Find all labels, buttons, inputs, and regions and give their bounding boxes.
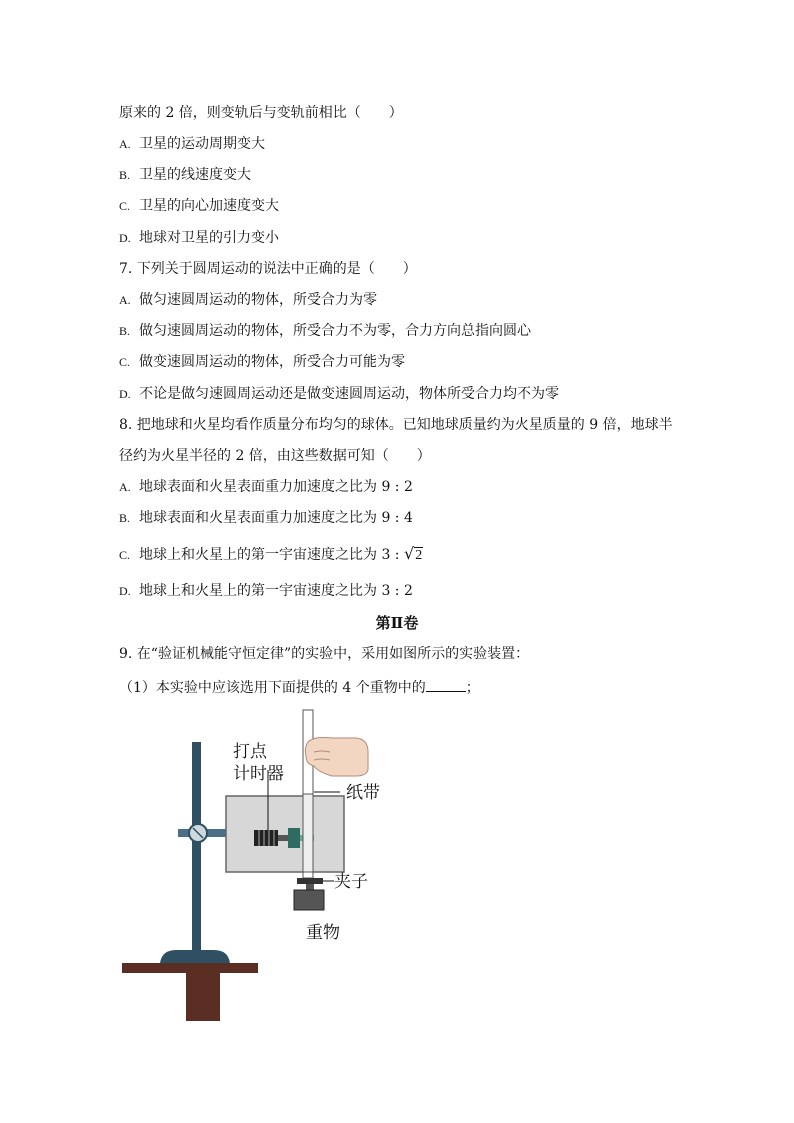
table-leg	[186, 973, 220, 1021]
label-tape: 纸带	[346, 783, 380, 803]
sqrt-symbol: √	[403, 544, 415, 563]
label-clip: 夹子	[334, 872, 368, 892]
option-label: D.	[119, 387, 131, 401]
sqrt-radicand: 2	[415, 548, 423, 563]
q8-option-c	[119, 545, 423, 565]
timer-head	[288, 828, 300, 848]
q9-sub1-end: ；	[465, 680, 480, 696]
clip	[297, 878, 323, 884]
q7-option-c	[119, 353, 405, 371]
q6-continuation: 原来的 2 倍，则变轨后与变轨前相比（ ）	[119, 105, 403, 121]
q8-option-b	[119, 509, 413, 527]
option-text: 卫星的运动周期变大	[139, 136, 265, 152]
option-text: 卫星的向心加速度变大	[139, 198, 279, 214]
option-text: 做匀速圆周运动的物体，所受合力不为零，合力方向总指向圆心	[139, 323, 531, 339]
weight-block	[294, 890, 324, 910]
answer-blank[interactable]	[426, 677, 466, 692]
option-text: 卫星的线速度变大	[139, 167, 251, 183]
q6-option-d	[119, 229, 279, 247]
stand-rod	[192, 742, 201, 954]
hand-illustration	[305, 738, 368, 777]
option-label: C.	[119, 199, 131, 213]
option-text: 地球上和火星上的第一宇宙速度之比为 3 :	[139, 547, 404, 563]
sqrt-expression	[404, 544, 423, 563]
q6-option-a	[119, 135, 265, 153]
option-label: B.	[119, 168, 131, 182]
q7-option-a	[119, 291, 377, 309]
q7-option-b	[119, 322, 531, 340]
experiment-apparatus-figure	[118, 706, 398, 1026]
timer-box	[226, 796, 344, 872]
q8-option-d	[119, 582, 413, 600]
option-label: B.	[119, 511, 131, 525]
q7-option-d	[119, 385, 559, 403]
section-heading: 第Ⅱ卷	[375, 614, 419, 632]
q8-stem-line1: 8. 把地球和火星均看作质量分布均匀的球体。已知地球质量约为火星质量的 9 倍，地球半	[119, 417, 673, 433]
option-label: D.	[119, 584, 131, 598]
q6-option-c	[119, 197, 279, 215]
option-text: 地球对卫星的引力变小	[139, 230, 279, 246]
option-text: 做匀速圆周运动的物体，所受合力为零	[139, 292, 377, 308]
label-timer-line2: 计时器	[233, 764, 284, 784]
option-label: A.	[119, 137, 131, 151]
label-timer-line1: 打点	[233, 742, 267, 762]
q7-stem: 7. 下列关于圆周运动的说法中正确的是（ ）	[119, 261, 417, 277]
option-text: 地球上和火星上的第一宇宙速度之比为 3 : 2	[139, 583, 413, 599]
option-label: C.	[119, 548, 131, 562]
option-text: 做变速圆周运动的物体，所受合力可能为零	[139, 354, 405, 370]
q8-stem-line2: 径约为火星半径的 2 倍，由这些数据可知（ ）	[119, 448, 431, 464]
option-text: 不论是做匀速圆周运动还是做变速圆周运动，物体所受合力均不为零	[139, 386, 559, 402]
option-text: 地球表面和火星表面重力加速度之比为 9 : 4	[139, 510, 413, 526]
option-text: 地球表面和火星表面重力加速度之比为 9 : 2	[139, 479, 413, 495]
q9-sub1	[119, 677, 480, 697]
q9-sub1-text: （1）本实验中应该选用下面提供的 4 个重物中的	[119, 680, 426, 696]
label-weight: 重物	[306, 923, 340, 943]
option-label: D.	[119, 231, 131, 245]
q8-option-a	[119, 478, 413, 496]
table-top	[122, 963, 258, 973]
option-label: A.	[119, 293, 131, 307]
option-label: B.	[119, 324, 131, 338]
q9-stem: 9. 在“验证机械能守恒定律”的实验中，采用如图所示的实验装置：	[119, 646, 530, 662]
option-label: C.	[119, 355, 131, 369]
q6-option-b	[119, 166, 251, 184]
option-label: A.	[119, 480, 131, 494]
